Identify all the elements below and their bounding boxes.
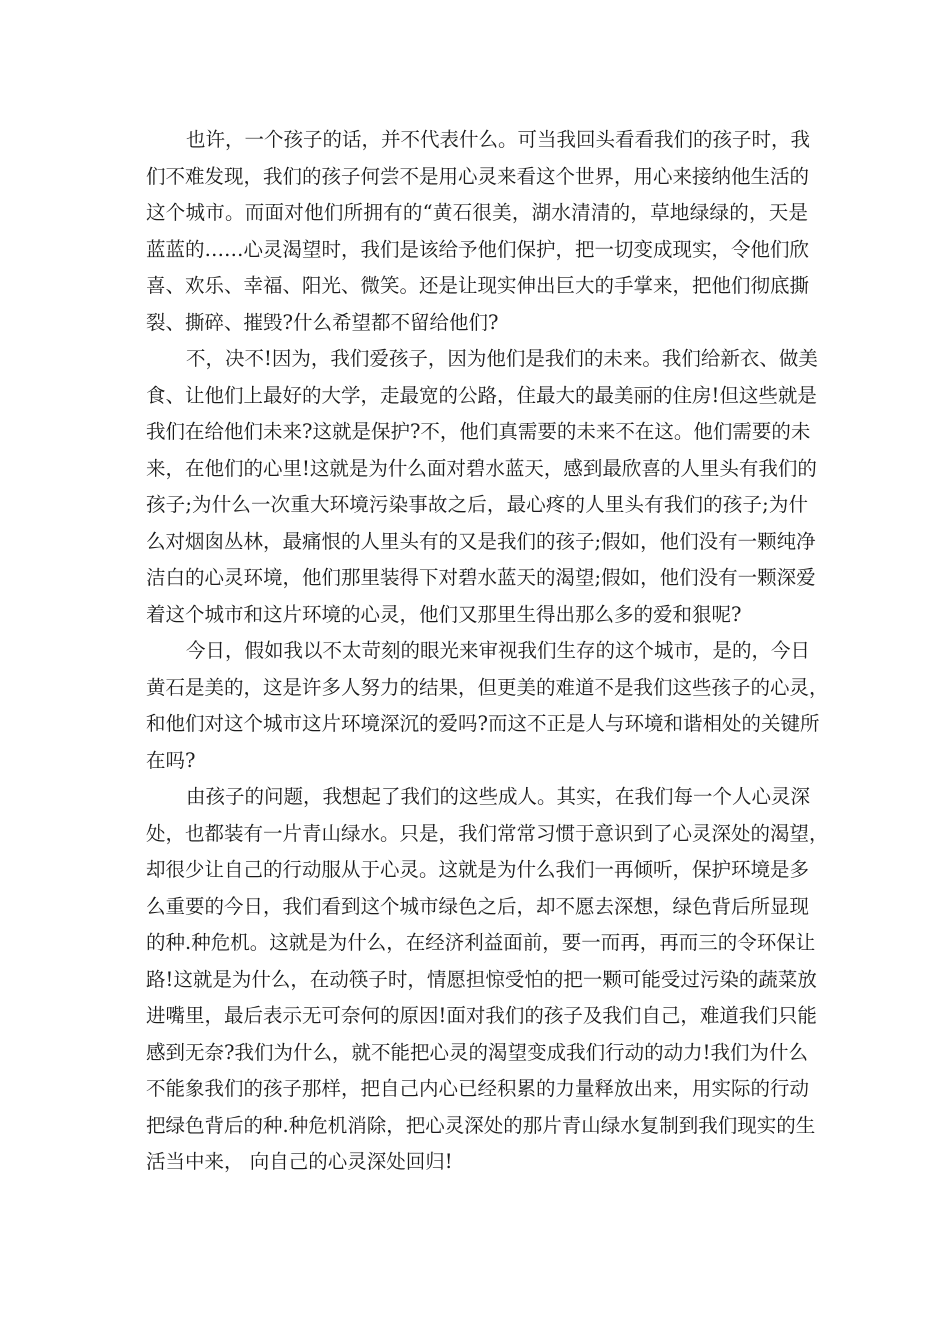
text-line: 进嘴里，最后表示无可奈何的原因!面对我们的孩子及我们自己，难道我们只能: [146, 1004, 817, 1027]
text-line: 处，也都装有一片青山绿水。只是，我们常常习惯于意识到了心灵深处的渴望，: [146, 821, 829, 845]
text-line: 由孩子的问题，我想起了我们的这些成人。其实，在我们每一个人心灵深: [186, 785, 811, 808]
text-line: 裂、撕碎、摧毁?什么希望都不留给他们?: [146, 310, 499, 334]
text-line: 洁白的心灵环境，他们那里装得下对碧水蓝天的渴望;假如，他们没有一颗深爱: [146, 566, 816, 589]
text-line: 黄石是美的，这是许多人努力的结果，但更美的难道不是我们这些孩子的心灵，: [146, 675, 829, 699]
text-line: 喜、欢乐、幸福、阳光、微笑。还是让现实伸出巨大的手掌来，把他们彻底撕: [146, 274, 810, 297]
text-line: 也许，一个孩子的话，并不代表什么。可当我回头看看我们的孩子时，我: [186, 128, 811, 151]
text-line: 么对烟囱丛林，最痛恨的人里头有的又是我们的孩子;假如，他们没有一颗纯净: [146, 529, 816, 553]
text-line: 食、让他们上最好的大学，走最宽的公路，住最大的最美丽的住房!但这些就是: [146, 383, 817, 407]
text-line: 在吗?: [146, 748, 196, 772]
text-line: 不，决不!因为，我们爱孩子，因为他们是我们的未来。我们给新衣、做美: [186, 347, 818, 370]
text-line: 来，在他们的心里!这就是为什么面对碧水蓝天，感到最欣喜的人里头有我们的: [146, 456, 817, 480]
text-line: 不能象我们的孩子那样，把自己内心已经积累的力量释放出来，用实际的行动: [146, 1077, 810, 1100]
paragraph-4: [146, 779, 829, 1181]
text-line: 蓝蓝的……心灵渴望时，我们是该给予他们保护，把一切变成现实，令他们欣: [146, 237, 810, 261]
text-line: 今日，假如我以不太苛刻的眼光来审视我们生存的这个城市，是的，今日: [186, 639, 811, 662]
text-line: 这个城市。而面对他们所拥有的“黄石很美，湖水清清的，草地绿绿的，天是: [146, 201, 808, 224]
text-line: 路!这就是为什么，在动筷子时，情愿担惊受怕的把一颗可能受过污染的蔬菜放: [146, 967, 817, 991]
paragraph-3: [146, 633, 829, 779]
text-line: 却很少让自己的行动服从于心灵。这就是为什么我们一再倾听，保护环境是多: [146, 858, 810, 881]
text-line: 的种.种危机。这就是为什么，在经济利益面前，要一而再，再而三的令环保让: [146, 931, 816, 954]
text-line: 我们在给他们未来?这就是保护?不，他们真需要的未来不在这。他们需要的未: [146, 420, 811, 443]
text-line: 孩子;为什么一次重大环境污染事故之后，最心疼的人里头有我们的孩子;为什: [146, 493, 808, 516]
text-line: 把绿色背后的种.种危机消除，把心灵深处的那片青山绿水复制到我们现实的生: [146, 1113, 816, 1137]
paragraph-2: [146, 341, 818, 633]
text-line: 着这个城市和这片环境的心灵，他们又那里生得出那么多的爱和狠呢?: [146, 602, 742, 626]
text-line: 活当中来， 向自己的心灵深处回归!: [146, 1150, 453, 1173]
text-line: 们不难发现，我们的孩子何尝不是用心灵来看这个世界，用心来接纳他生活的: [146, 164, 810, 188]
text-line: 感到无奈?我们为什么，就不能把心灵的渴望变成我们行动的动力!我们为什么: [146, 1040, 808, 1064]
document-body: [146, 122, 829, 1181]
text-line: 和他们对这个城市这片环境深沉的爱吗?而这不正是人与环境和谐相处的关键所: [146, 712, 820, 735]
text-line: 么重要的今日，我们看到这个城市绿色之后，却不愿去深想，绿色背后所显现: [146, 894, 810, 918]
paragraph-1: [146, 122, 811, 341]
